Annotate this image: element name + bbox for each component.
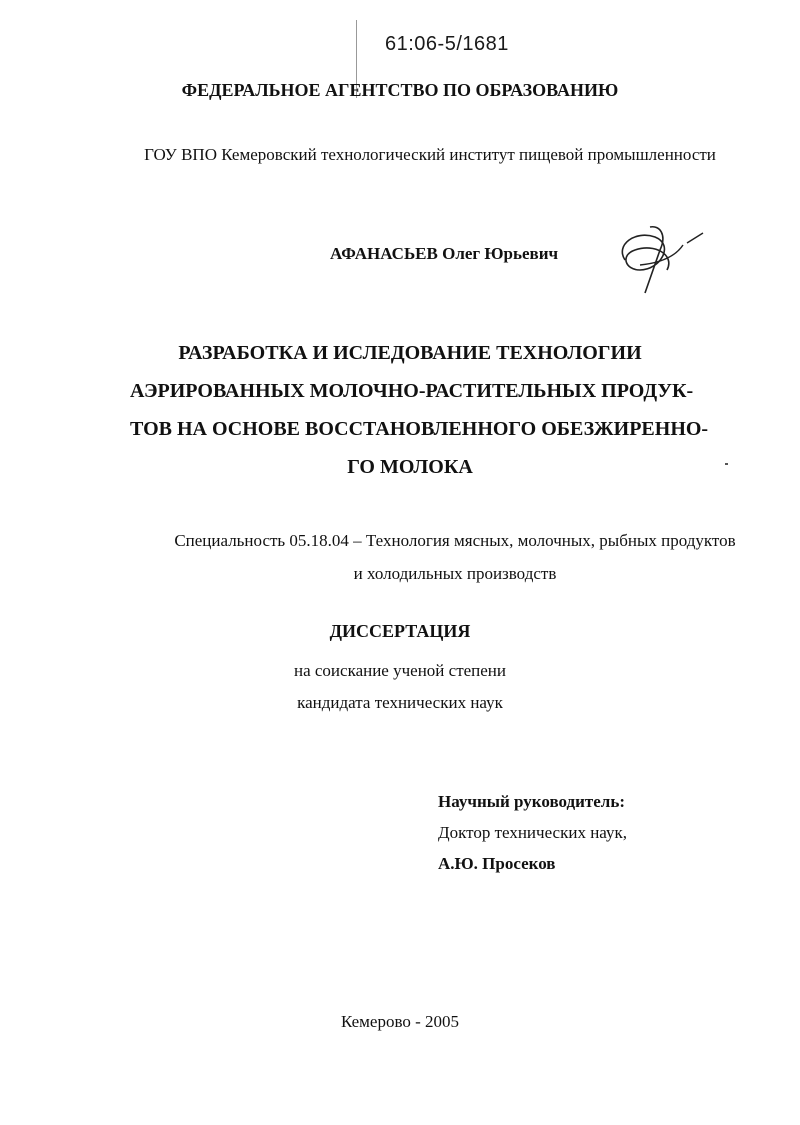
supervisor-heading: Научный руководитель: [438,792,625,811]
institute-name: ГОУ ВПО Кемеровский технологический институт пищевой промышленности [144,145,716,164]
supervisor-degree: Доктор технических наук, [438,823,627,842]
place-and-year: Кемерово - 2005 [340,1012,460,1031]
title-line: РАЗРАБОТКА И ИСЛЕДОВАНИЕ ТЕХНОЛОГИИ [178,342,642,364]
title-line: ТОВ НА ОСНОВЕ ВОССТАНОВЛЕННОГО ОБЕЗЖИРЕННО- [130,418,709,440]
title-line: ГО МОЛОКА [347,456,473,478]
agency-heading: ФЕДЕРАЛЬНОЕ АГЕНТСТВО ПО ОБРАЗОВАНИЮ [181,80,619,100]
specialty-block [0,524,800,590]
degree-description [0,655,800,719]
title-line: АЭРИРОВАННЫХ МОЛОЧНО-РАСТИТЕЛЬНЫХ ПРОДУК- [130,380,694,402]
document-type: ДИССЕРТАЦИЯ [329,621,471,641]
scan-speck [725,463,728,465]
dissertation-title [130,334,709,486]
author-signature [605,215,715,300]
specialty-line: Специальность 05.18.04 – Технология мясных, молочных, рыбных продуктов [174,531,736,550]
catalog-stamp: 61:06-5/1681 [385,33,509,55]
author-name: АФАНАСЬЕВ Олег Юрьевич [330,244,559,263]
supervisor-name: А.Ю. Просеков [438,854,556,873]
degree-line: кандидата технических наук [297,693,503,712]
supervisor-block [438,786,627,879]
degree-line: на соискание ученой степени [293,661,507,680]
specialty-line: и холодильных производств [353,564,557,583]
